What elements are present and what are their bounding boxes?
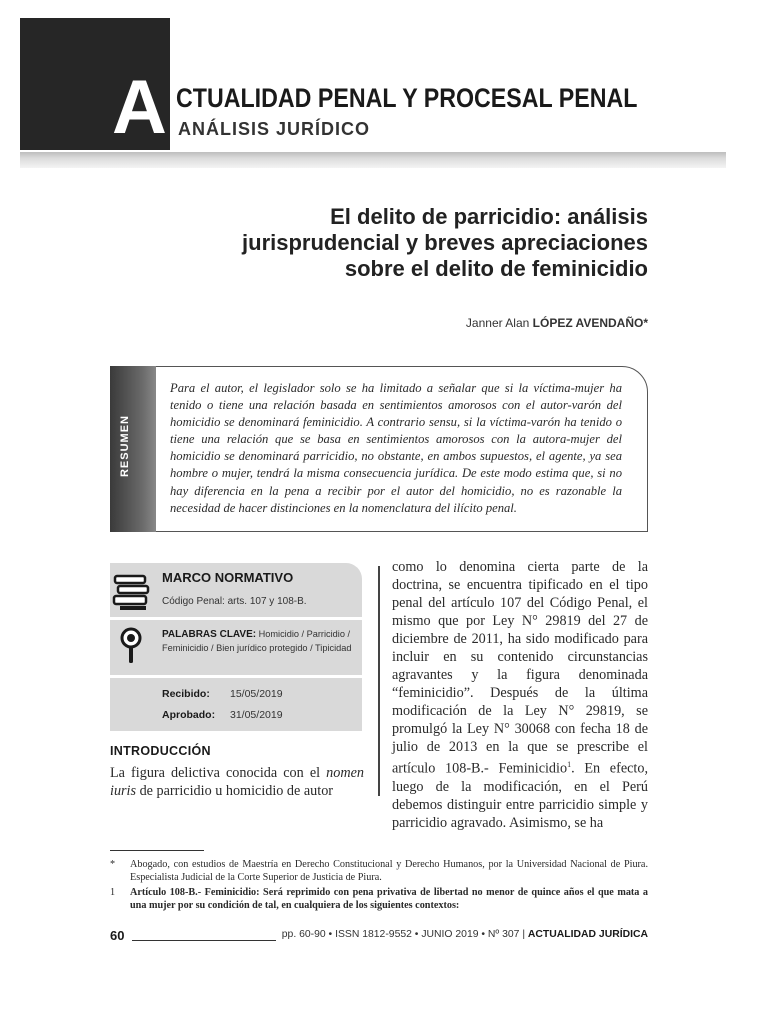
recibido-date: 15/05/2019 [230, 688, 283, 700]
palabras-clave-label: PALABRAS CLAVE: [162, 629, 257, 640]
author-first-name: Janner Alan [465, 316, 530, 330]
aprobado-label: Aprobado: [162, 709, 216, 721]
article-title [110, 204, 648, 282]
intro-text-part: La figura delictiva conocida con el [110, 765, 327, 781]
magnifier-icon [118, 626, 144, 666]
article-title-line: jurisprudencial y breves apreciaciones [242, 230, 648, 255]
article-title-line: sobre el delito de feminicidio [344, 256, 648, 281]
footnote-ref[interactable]: 1 [567, 760, 572, 769]
body-text: . En efecto, luego de la modificación, en el Perú debemos distinguir entre parricidio simple y parricidio agravado. Asimismo, se ha [392, 760, 648, 831]
footer-journal-name: ACTUALIDAD JURÍDICA [527, 929, 648, 940]
header-gradient-bar [20, 152, 726, 168]
introduccion-heading: INTRODUCCIÓN [110, 744, 211, 758]
marco-normativo-title: MARCO NORMATIVO [162, 570, 294, 585]
column-rule [378, 566, 380, 796]
palabras-clave-text: Homicidio / Parricidio / Feminicidio / Bien jurídico protegido / Tipicidad [162, 629, 352, 653]
footnote-text: Artículo 108-B.- Feminicidio: Será reprimido con pena privativa de libertad no menor de quince años el que mata a una mujer por su condición de tal, en cualquiera de los siguientes contextos: [130, 887, 648, 911]
resumen-label: RESUMEN [119, 415, 131, 478]
article-title-line: El delito de parricidio: análisis [330, 204, 648, 229]
page-number: 60 [110, 928, 125, 943]
footnote-text: Abogado, con estudios de Maestría en Derecho Constitucional y Derecho Humanos, por la Universidad Nacional de Piura. Especialista Judicial de la Corte Superior de Justicia de Piura. [130, 859, 648, 883]
recibido-label: Recibido: [162, 688, 210, 700]
intro-text-part: de parricidio u homicidio de autor [136, 783, 334, 799]
section-subtitle: ANÁLISIS JURÍDICO [178, 119, 371, 139]
author-byline [300, 316, 648, 330]
intro-text-italic: nomen iuris [110, 765, 364, 799]
body-text: como lo denomina cierta parte de la doctrina, se encuentra tipificado en el tipo penal del artículo 107 del Código Penal, el mismo que por Ley N° 29819 del 27 de diciembre de 2011, ha sido modificado para incluir en su contenido circunstancias agravantes y la figura denominada “feminicidio”. Después de la última modificación de la Ley N° 29819, se promulgó la Ley N° 30068 con fecha 18 de julio de 2013 en la que se prescribe el artículo 108-B.- Feminicidio [392, 559, 648, 777]
footer-publication-info: pp. 60-90 • ISSN 1812-9552 • JUNIO 2019 • Nº 307 | [281, 929, 526, 940]
body-right-column [392, 558, 648, 832]
books-icon [112, 568, 152, 614]
footer-rule [132, 940, 276, 941]
footnote-mark: * [110, 859, 116, 870]
footer-info [280, 929, 648, 940]
sidebox-divider [110, 675, 362, 678]
footnote [110, 858, 648, 884]
aprobado-date: 31/05/2019 [230, 709, 283, 721]
footnote-rule [110, 850, 204, 851]
resumen-text: Para el autor, el legislador solo se ha limitado a señalar que si la víctima-mujer ha tenido o tiene una relación basada en sentimientos amorosos con el autor-varón del homicidio se denominará feminicidio. A contrario sensu, si la víctima-varón ha tenido o tiene una relación que se basa en sentimientos amorosos con la autora-mujer del homicidio se denominará parricidio, no obstante, en ambos supuestos, el agente, ya sea hombre o mujer, tendrá la misma consecuencia jurídica. De este modo estima que, si no hay diferencia en la pena a recibir por el autor del homicidio, no es razonable la necesidad de hacer distinciones en la nomenclatura del ilícito penal. [170, 381, 622, 515]
header-big-letter: A [112, 65, 167, 150]
palabras-clave [162, 628, 358, 655]
introduccion-text [110, 764, 364, 800]
author-last-name: LÓPEZ AVENDAÑO* [532, 316, 648, 330]
footnote [110, 886, 648, 912]
section-title: CTUALIDAD PENAL Y PROCESAL PENAL [176, 83, 638, 113]
footnote-mark: 1 [110, 887, 116, 898]
marco-normativo-text: Código Penal: arts. 107 y 108-B. [162, 596, 307, 607]
sidebox-divider [110, 617, 362, 620]
